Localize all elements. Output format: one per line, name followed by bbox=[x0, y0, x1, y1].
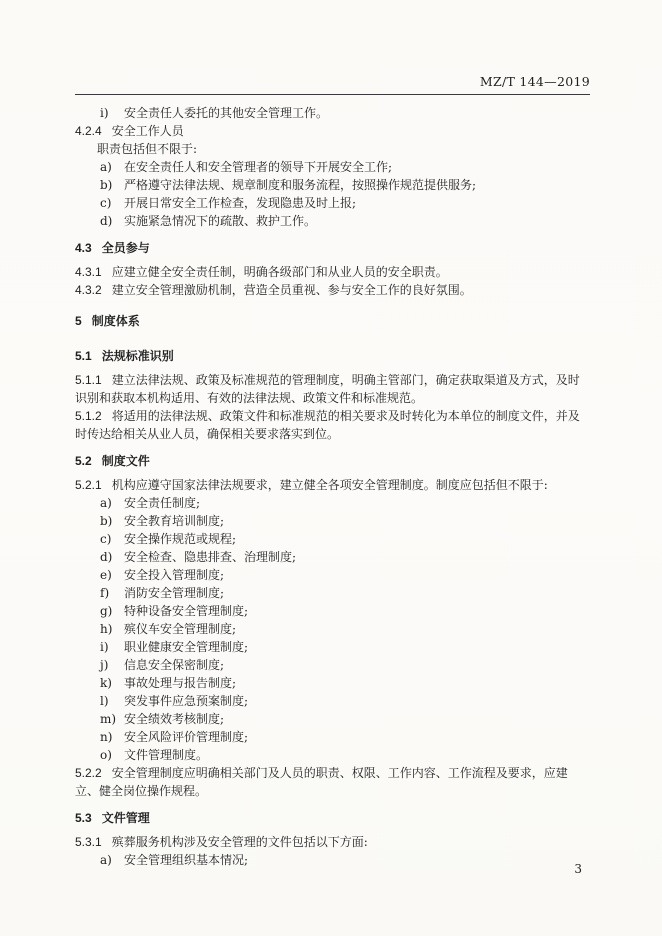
list-item-label: g) bbox=[100, 604, 113, 618]
section-heading bbox=[75, 299, 590, 338]
list-item bbox=[75, 212, 590, 230]
clause-paragraph bbox=[75, 476, 590, 494]
list-item bbox=[75, 620, 590, 638]
clause-text: 建立安全管理激励机制，营造全员重视、参与安全工作的良好氛围。 bbox=[111, 283, 472, 297]
list-item bbox=[75, 512, 590, 530]
list-item-label: h) bbox=[100, 622, 113, 636]
list-item-text: 安全风险评价管理制度; bbox=[124, 730, 249, 744]
list-item-text: 安全检查、隐患排查、治理制度; bbox=[124, 550, 297, 564]
clause-paragraph bbox=[75, 281, 590, 299]
clause-paragraph bbox=[75, 371, 590, 407]
list-item-text: 安全责任制度; bbox=[124, 496, 201, 510]
list-item-text: 开展日常安全工作检查，发现隐患及时上报; bbox=[124, 196, 357, 210]
list-item-text: 安全投入管理制度; bbox=[124, 568, 225, 582]
section-heading bbox=[75, 443, 590, 476]
list-item-label: i) bbox=[100, 640, 109, 654]
list-item-text: 特种设备安全管理制度; bbox=[124, 604, 249, 618]
list-item-text: 殡仪车安全管理制度; bbox=[124, 622, 237, 636]
clause-number: 5 bbox=[75, 314, 82, 328]
clause-number: 5.3 bbox=[75, 811, 92, 825]
section-heading bbox=[75, 230, 590, 263]
clause-number: 5.2.1 bbox=[75, 478, 102, 492]
list-item-label: k) bbox=[100, 676, 112, 690]
list-item-text: 突发事件应急预案制度; bbox=[124, 694, 249, 708]
clause-paragraph bbox=[75, 407, 590, 443]
list-item bbox=[75, 584, 590, 602]
section-heading bbox=[75, 800, 590, 833]
list-item-text: 事故处理与报告制度; bbox=[124, 676, 237, 690]
list-item bbox=[75, 602, 590, 620]
page-number: 3 bbox=[574, 862, 582, 876]
list-item bbox=[75, 728, 590, 746]
list-item-text: 安全责任人委托的其他安全管理工作。 bbox=[124, 106, 329, 120]
page-header bbox=[75, 74, 590, 95]
list-item-label: a) bbox=[100, 853, 112, 867]
list-item bbox=[75, 548, 590, 566]
clause-text: 安全工作人员 bbox=[111, 124, 184, 138]
paragraph-text: 职责包括但不限于: bbox=[97, 142, 198, 156]
list-item-text: 实施紧急情况下的疏散、救护工作。 bbox=[124, 214, 317, 228]
list-item-text: 安全绩效考核制度; bbox=[124, 712, 225, 726]
list-item-text: 文件管理制度。 bbox=[124, 748, 209, 762]
list-item-label: i) bbox=[100, 106, 109, 120]
clause-number: 5.3.1 bbox=[75, 835, 102, 849]
heading-text: 制度体系 bbox=[91, 314, 140, 328]
list-item-label: b) bbox=[100, 514, 113, 528]
list-item-text: 职业健康安全管理制度; bbox=[124, 640, 249, 654]
clause-number: 4.3 bbox=[75, 241, 92, 255]
clause-text: 机构应遵守国家法律法规要求，建立健全各项安全管理制度。制度应包括但不限于: bbox=[111, 478, 548, 492]
clause-text: 安全管理制度应明确相关部门及人员的职责、权限、工作内容、工作流程及要求，应建立、健全岗位操作规程。 bbox=[75, 766, 568, 798]
list-item-text: 安全教育培训制度; bbox=[124, 514, 225, 528]
heading-text: 文件管理 bbox=[101, 811, 150, 825]
list-item-label: c) bbox=[100, 532, 112, 546]
clause-text: 建立法律法规、政策及标准规范的管理制度，明确主管部门，确定获取渠道及方式，及时识别和获取本机构适用、有效的法律法规、政策文件和标准规范。 bbox=[75, 373, 580, 405]
list-item-text: 信息安全保密制度; bbox=[124, 658, 225, 672]
list-item bbox=[75, 104, 590, 122]
clause-text: 应建立健全安全责任制，明确各级部门和从业人员的安全职责。 bbox=[111, 265, 448, 279]
heading-text: 制度文件 bbox=[101, 454, 150, 468]
paragraph bbox=[75, 140, 590, 158]
list-item-text: 安全管理组织基本情况; bbox=[124, 853, 249, 867]
list-item-label: j) bbox=[100, 658, 109, 672]
list-item-label: l) bbox=[100, 694, 109, 708]
document-content bbox=[75, 104, 590, 869]
section-heading bbox=[75, 338, 590, 371]
list-item bbox=[75, 851, 590, 869]
heading-text: 法规标准识别 bbox=[101, 349, 174, 363]
list-item-label: c) bbox=[100, 196, 112, 210]
list-item bbox=[75, 674, 590, 692]
list-item-label: f) bbox=[100, 586, 110, 600]
clause-text: 殡葬服务机构涉及安全管理的文件包括以下方面: bbox=[111, 835, 368, 849]
list-item-text: 消防安全管理制度; bbox=[124, 586, 225, 600]
clause-number: 5.1.1 bbox=[75, 373, 102, 387]
clause-text: 将适用的法律法规、政策文件和标准规范的相关要求及时转化为本单位的制度文件，并及时传达给相关从业人员，确保相关要求落实到位。 bbox=[75, 409, 580, 441]
list-item bbox=[75, 746, 590, 764]
clause-paragraph bbox=[75, 263, 590, 281]
clause-paragraph bbox=[75, 122, 590, 140]
list-item bbox=[75, 176, 590, 194]
clause-number: 5.1 bbox=[75, 349, 92, 363]
clause-paragraph bbox=[75, 764, 590, 800]
list-item-label: n) bbox=[100, 730, 113, 744]
list-item bbox=[75, 656, 590, 674]
list-item-label: o) bbox=[100, 748, 112, 762]
list-item-text: 安全操作规范或规程; bbox=[124, 532, 237, 546]
clause-number: 4.3.1 bbox=[75, 265, 102, 279]
clause-number: 5.1.2 bbox=[75, 409, 102, 423]
clause-paragraph bbox=[75, 833, 590, 851]
list-item-label: m) bbox=[100, 712, 117, 726]
list-item bbox=[75, 494, 590, 512]
list-item bbox=[75, 194, 590, 212]
clause-number: 5.2.2 bbox=[75, 766, 102, 780]
list-item-label: a) bbox=[100, 496, 112, 510]
clause-number: 5.2 bbox=[75, 454, 92, 468]
standard-number: MZ/T 144—2019 bbox=[479, 74, 590, 89]
clause-number: 4.2.4 bbox=[75, 124, 102, 138]
list-item bbox=[75, 566, 590, 584]
list-item-label: a) bbox=[100, 160, 112, 174]
list-item bbox=[75, 710, 590, 728]
list-item bbox=[75, 638, 590, 656]
list-item-label: d) bbox=[100, 214, 113, 228]
list-item-label: e) bbox=[100, 568, 112, 582]
list-item bbox=[75, 530, 590, 548]
list-item bbox=[75, 692, 590, 710]
list-item-text: 严格遵守法律法规、规章制度和服务流程，按照操作规范提供服务; bbox=[124, 178, 477, 192]
list-item bbox=[75, 158, 590, 176]
clause-number: 4.3.2 bbox=[75, 283, 102, 297]
list-item-text: 在安全责任人和安全管理者的领导下开展安全工作; bbox=[124, 160, 393, 174]
list-item-label: d) bbox=[100, 550, 113, 564]
heading-text: 全员参与 bbox=[101, 241, 150, 255]
list-item-label: b) bbox=[100, 178, 113, 192]
